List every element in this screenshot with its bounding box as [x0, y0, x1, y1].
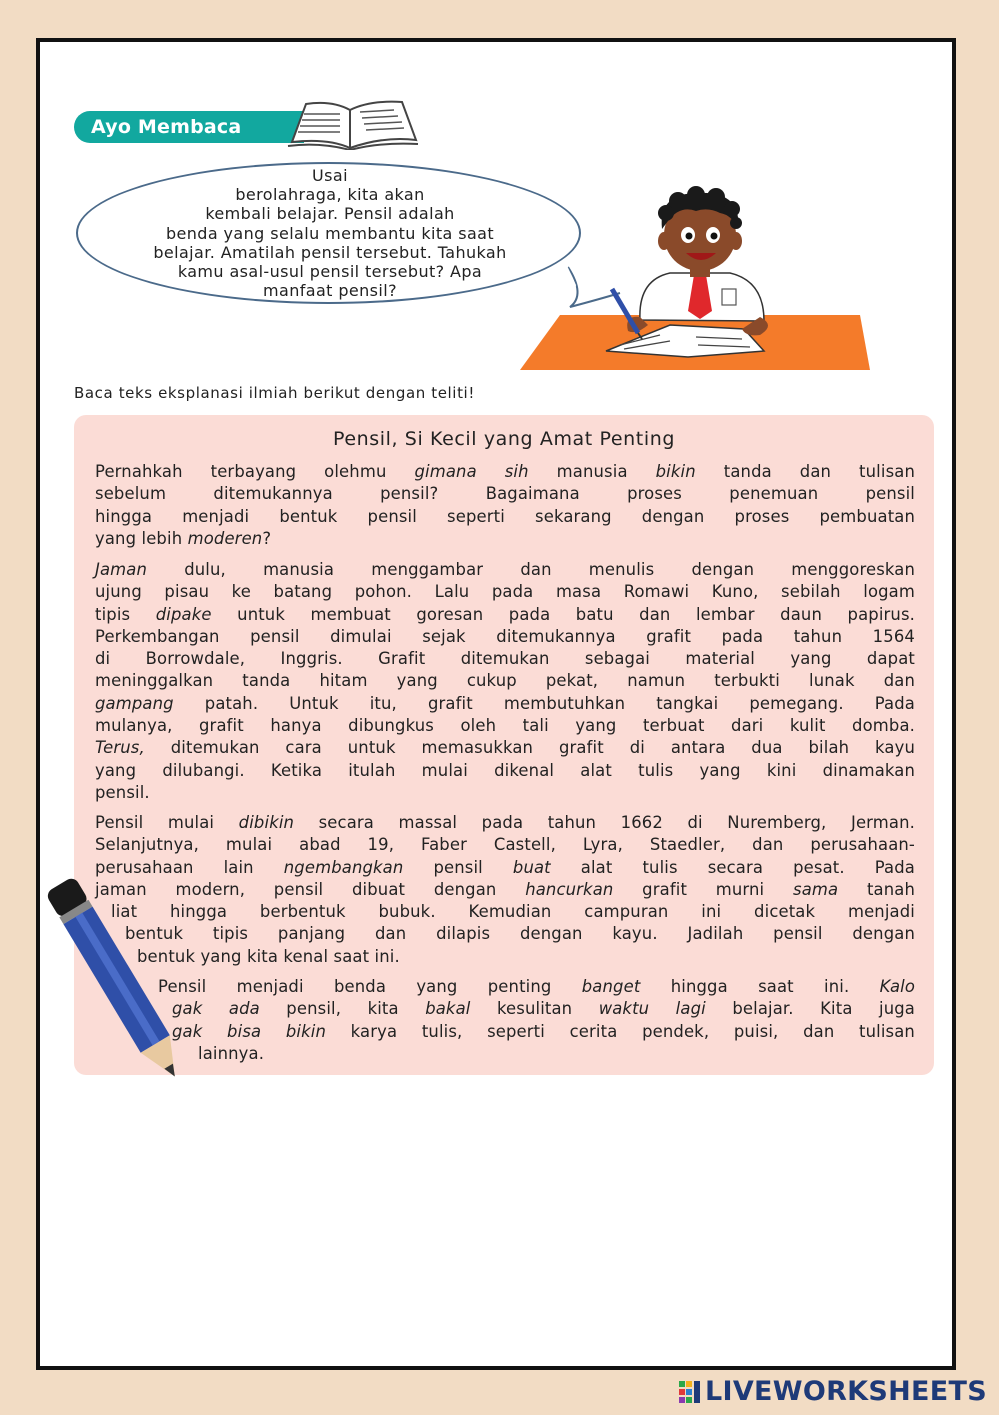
text-line — [95, 604, 915, 626]
italic-word: buat — [512, 857, 551, 877]
text-segment: yang lebih — [95, 528, 188, 548]
student-illustration — [520, 185, 880, 375]
text-segment: Pensil mulai — [95, 813, 239, 832]
text-line — [95, 693, 915, 715]
text-segment: belajar. Kita juga — [705, 999, 915, 1019]
italic-word: dipake — [155, 604, 212, 624]
section-label: Ayo Membaca — [91, 116, 242, 138]
text-segment: grafit murni — [613, 879, 793, 899]
text-segment: kesulitan — [470, 999, 599, 1019]
italic-word: Kalo — [879, 977, 916, 996]
italic-word: gak ada — [172, 999, 260, 1019]
text-segment: karya tulis, seperti cerita pendek, puisi, dan tulisan — [326, 1021, 915, 1041]
text-line — [95, 834, 915, 856]
text-segment: manusia — [528, 462, 656, 481]
text-segment: untuk membuat goresan pada batu dan lembar daun papirus. — [211, 604, 915, 624]
text-line — [158, 1043, 915, 1065]
text-segment: bentuk tipis panjang dan dilapis dengan kayu. Jadilah pensil dengan — [125, 924, 915, 944]
paragraph-2 — [95, 559, 915, 804]
italic-word: waktu lagi — [598, 999, 706, 1019]
italic-word: moderen — [187, 528, 263, 548]
italic-word: Jaman — [95, 560, 148, 579]
text-line — [95, 857, 915, 879]
text-line — [95, 559, 915, 581]
text-segment: di Borrowdale, Inggris. Grafit ditemukan sebagai material yang dapat — [95, 649, 915, 669]
bubble-line: benda yang selalu membantu kita saat — [165, 223, 495, 243]
italic-word: Terus, — [95, 738, 145, 758]
text-line — [95, 670, 915, 692]
text-segment: lainnya. — [198, 1043, 265, 1063]
text-line — [95, 626, 915, 648]
text-line — [95, 901, 915, 923]
text-line — [95, 715, 915, 737]
italic-word: gampang — [95, 693, 174, 713]
text-line — [95, 506, 915, 528]
text-segment: perusahaan lain — [95, 857, 284, 877]
text-segment: bentuk yang kita kenal saat ini. — [137, 946, 400, 966]
text-segment: meninggalkan tanda hitam yang cukup pekat, namun terbukti lunak dan — [95, 671, 915, 691]
text-segment: hingga menjadi bentuk pensil seperti sekarang dengan proses pembuatan — [95, 506, 915, 526]
text-segment: mulanya, grafit hanya dibungkus oleh tali yang terbuat dari kulit domba. — [95, 716, 915, 736]
reading-instruction: Baca teks eksplanasi ilmiah berikut dengan teliti! — [74, 384, 475, 402]
liveworksheets-logo — [679, 1376, 987, 1407]
paragraph-1 — [95, 461, 915, 550]
text-segment: secara massal pada tahun 1662 di Nuremberg, Jerman. — [294, 813, 915, 832]
paragraph-4 — [158, 976, 915, 1065]
section-banner — [74, 111, 304, 143]
text-segment: sebelum ditemukannya pensil? Bagaimana proses penemuan pensil — [95, 484, 915, 504]
text-segment: hingga saat ini. — [640, 977, 880, 996]
text-line — [95, 461, 915, 483]
paragraph-3 — [95, 812, 915, 968]
text-line — [158, 998, 915, 1020]
italic-word: sama — [793, 879, 839, 899]
text-line — [158, 976, 915, 998]
text-segment: ? — [262, 528, 272, 548]
text-line — [95, 737, 915, 759]
italic-word: ngembangkan — [283, 857, 404, 877]
watermark-text: LIVEWORKSHEETS — [704, 1376, 987, 1407]
italic-word: bakal — [425, 999, 471, 1019]
text-line — [95, 483, 915, 505]
italic-word: dibikin — [238, 813, 295, 832]
italic-word: gak bisa bikin — [172, 1021, 327, 1041]
bubble-line: kamu asal-usul pensil tersebut? Apa — [177, 262, 483, 282]
text-line — [95, 923, 915, 945]
text-line — [95, 812, 915, 834]
text-line — [95, 581, 915, 603]
text-segment: Pensil menjadi benda yang penting — [158, 977, 582, 996]
italic-word: bikin — [655, 462, 696, 481]
text-segment: tipis — [95, 604, 156, 624]
text-segment: pensil — [403, 857, 513, 877]
text-segment: Perkembangan pensil dimulai sejak ditemukannya grafit pada tahun 1564 — [95, 626, 915, 646]
bubble-line: kembali belajar. Pensil adalah — [205, 204, 455, 224]
italic-word: gimana sih — [414, 462, 529, 481]
text-segment: Selanjutnya, mulai abad 19, Faber Castell, Lyra, Staedler, dan perusahaan- — [95, 835, 915, 855]
text-segment: dulu, manusia menggambar dan menulis dengan menggoreskan — [147, 560, 915, 579]
text-segment: Pernahkah terbayang olehmu — [95, 462, 415, 481]
pencil-illustration — [28, 870, 198, 1090]
bubble-line: belajar. Amatilah pensil tersebut. Tahukah — [153, 242, 507, 262]
reading-title: Pensil, Si Kecil yang Amat Penting — [332, 428, 676, 450]
text-line — [95, 528, 915, 550]
text-line — [95, 648, 915, 670]
text-line — [95, 879, 915, 901]
text-segment: ujung pisau ke batang pohon. Lalu pada masa Romawi Kuno, sebilah logam — [95, 582, 915, 602]
italic-word: banget — [581, 977, 641, 996]
text-segment: tanah — [838, 879, 915, 899]
text-line — [95, 760, 915, 782]
text-segment: alat tulis secara pesat. Pada — [550, 857, 915, 877]
open-book-icon — [284, 98, 420, 150]
liveworksheets-icon — [679, 1379, 701, 1405]
text-segment: pensil. — [95, 782, 150, 802]
text-segment: tanda dan tulisan — [695, 462, 915, 481]
text-segment: jaman modern, pensil dibuat dengan — [95, 879, 526, 899]
bubble-line: berolahraga, kita akan — [235, 185, 425, 205]
text-segment: ditemukan cara untuk memasukkan grafit di antara dua bilah kayu — [144, 738, 915, 758]
text-segment: pensil, kita — [259, 999, 426, 1019]
italic-word: hancurkan — [525, 879, 614, 899]
speech-bubble-text — [90, 166, 570, 300]
text-segment: yang dilubangi. Ketika itulah mulai dikenal alat tulis yang kini dinamakan — [95, 760, 915, 780]
bubble-line: manfaat pensil? — [263, 281, 397, 301]
text-segment: patah. Untuk itu, grafit membutuhkan tangkai pemegang. Pada — [173, 693, 915, 713]
bubble-line: Usai — [312, 166, 348, 185]
text-line — [158, 1021, 915, 1043]
text-line — [95, 946, 915, 968]
text-segment: liat hingga berbentuk bubuk. Kemudian campuran ini dicetak menjadi — [111, 902, 915, 922]
text-line — [95, 782, 915, 804]
